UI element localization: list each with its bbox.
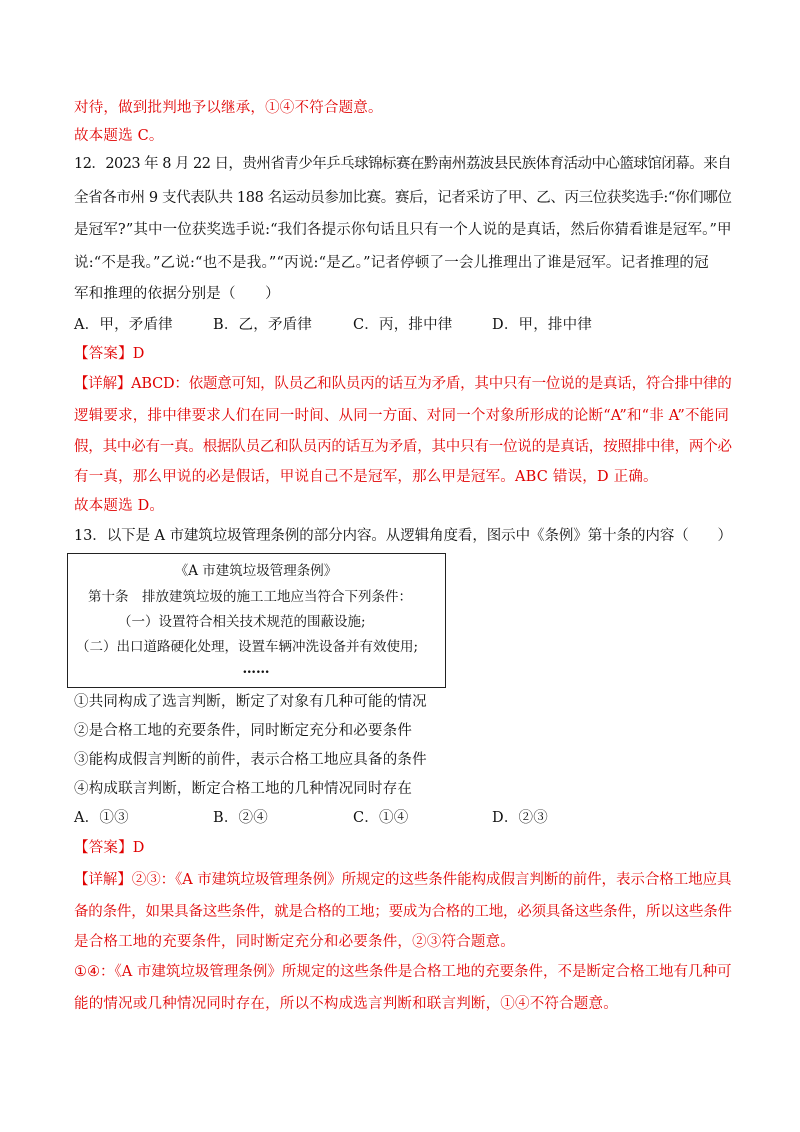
q12-stem-line-5: 军和推理的依据分别是（ ） xyxy=(74,286,280,302)
q12-detail-line-2: 逻辑要求，排中律要求人们在同一时间、从同一方面、对同一个对象所形成的论断“A”和“非 A”不能同 xyxy=(74,408,730,424)
q12-stem-line-1: 12．2023 年 8 月 22 日，贵州省青少年乒乓球锦标赛在黔南州荔波县民族体育活动中心篮球馆闭幕。来自 xyxy=(74,156,732,172)
q13-option-c: C．①④ xyxy=(353,810,409,826)
q13-detail-line-2: 备的条件，如果具备这些条件，就是合格的工地；要成为合格的工地，必须具备这些条件，所以这些条件 xyxy=(74,904,732,920)
regulation-box xyxy=(67,553,446,688)
q13-statement-4: ④构成联言判断，断定合格工地的几种情况同时存在 xyxy=(74,781,413,797)
q12-stem-line-4: 说:“不是我。”乙说:“也不是我。”“丙说:“是乙。”记者停顿了一会儿推理出了谁是冠军。记者推理的冠 xyxy=(74,255,709,271)
q11-conclusion: 故本题选 C。 xyxy=(74,128,164,144)
q12-stem-line-3: 是冠军?”其中一位获奖选手说:“我们各提示你句话且只有一个人说的是真话，然后你猜看谁是冠军。”甲 xyxy=(74,222,732,238)
q13-option-d: D．②③ xyxy=(492,810,548,826)
q11-explanation-tail: 对待，做到批判地予以继承，①④不符合题意。 xyxy=(74,100,383,116)
q13-option-a: A．①③ xyxy=(74,810,129,826)
q12-option-a: A．甲，矛盾律 xyxy=(74,317,173,333)
regulation-article: 第十条 排放建筑垃圾的施工工地应当符合下列条件： xyxy=(88,589,412,605)
q13-statement-3: ③能构成假言判断的前件，表示合格工地应具备的条件 xyxy=(74,752,427,768)
q13-detail-line-1: 【详解】②③：《A 市建筑垃圾管理条例》所规定的这些条件能构成假言判断的前件，表示合格工地应具 xyxy=(74,872,732,888)
q13-detail-line-4: ①④：《A 市建筑垃圾管理条例》所规定的这些条件是合格工地的充要条件，不是断定合格工地有几种可 xyxy=(74,964,732,980)
q12-option-b: B．乙，矛盾律 xyxy=(213,317,313,333)
regulation-title: 《A 市建筑垃圾管理条例》 xyxy=(174,563,338,579)
q12-detail-line-4: 有一真，那么甲说的必是假话，甲说自己不是冠军，那么甲是冠军。ABC 错误，D 正确。 xyxy=(74,469,658,485)
q13-statement-2: ②是合格工地的充要条件，同时断定充分和必要条件 xyxy=(74,723,413,739)
regulation-ellipsis: …… xyxy=(242,661,270,677)
q13-detail-line-5: 能的情况或几种情况同时存在，所以不构成选言判断和联言判断，①④不符合题意。 xyxy=(74,996,618,1012)
q12-detail-line-3: 假，其中必有一真。根据队员乙和队员丙的话互为矛盾，其中只有一位说的是真话，按照排中律，两个必 xyxy=(74,439,732,455)
q12-option-d: D．甲，排中律 xyxy=(492,317,593,333)
q12-detail-line-1: 【详解】ABCD：依题意可知，队员乙和队员丙的话互为矛盾，其中只有一位说的是真话，符合排中律的 xyxy=(74,376,732,392)
q13-stem: 13．以下是 A 市建筑垃圾管理条例的部分内容。从逻辑角度看，图示中《条例》第十条的内容（ ） xyxy=(74,528,732,544)
q12-answer: 【答案】D xyxy=(74,346,145,362)
q12-conclusion: 故本题选 D。 xyxy=(74,498,165,514)
regulation-item-1: （一）设置符合相关技术规范的围蔽设施; xyxy=(118,614,366,630)
q13-detail-line-3: 是合格工地的充要条件，同时断定充分和必要条件，②③符合题意。 xyxy=(74,934,515,950)
q13-answer: 【答案】D xyxy=(74,840,145,856)
regulation-item-2: （二）出口道路硬化处理，设置车辆冲洗设备并有效使用; xyxy=(76,639,419,655)
q12-stem-line-2: 全省各市州 9 支代表队共 188 名运动员参加比赛。赛后，记者采访了甲、乙、丙三位获奖选手:“你们哪位 xyxy=(74,190,732,206)
q13-option-b: B．②④ xyxy=(213,810,268,826)
q13-statement-1: ①共同构成了选言判断，断定了对象有几种可能的情况 xyxy=(74,694,427,710)
q12-option-c: C．丙，排中律 xyxy=(353,317,453,333)
